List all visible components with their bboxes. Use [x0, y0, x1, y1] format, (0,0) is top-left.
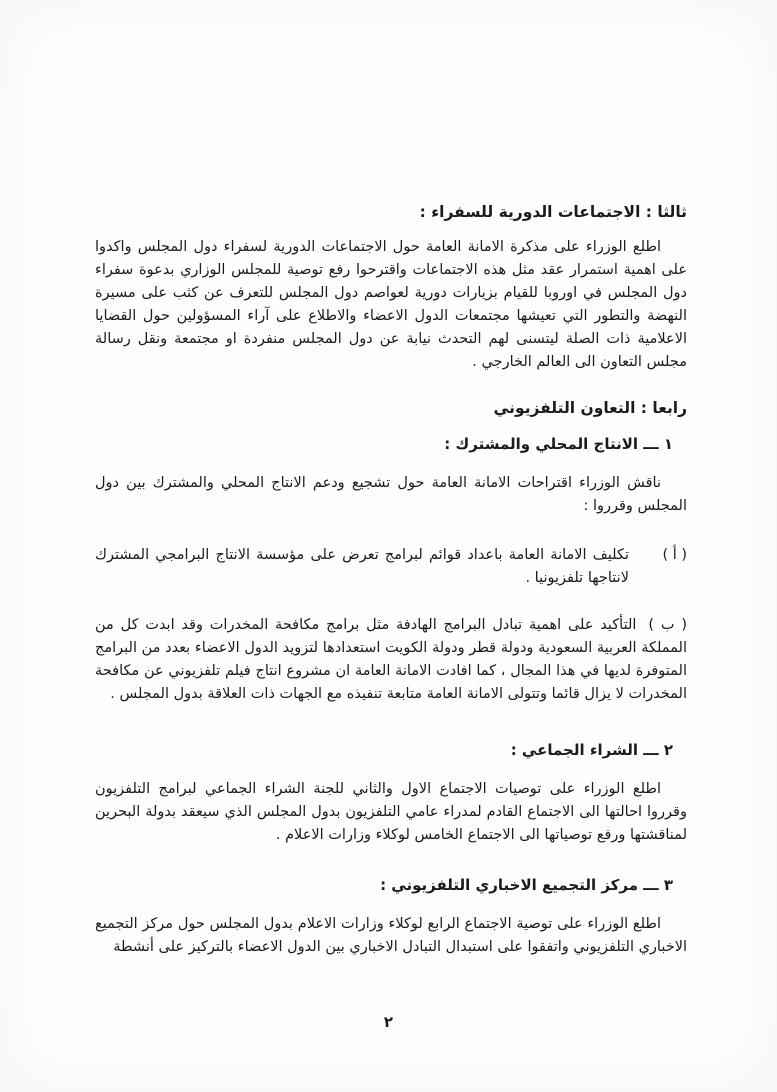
list-item-b-text: التأكيد على اهمية تبادل البرامج الهادفة مثل برامج مكافحة المخدرات وقد ابدت كل من المملكة العربية السعودية ودولة قطر ودولة الكويت استعدادها لتزويد الدول الاعضاء بعدد من البرامج المتوفرة لديها في هذا المجال ، كما افادت الامانة العامة ان مشروع انتاج فيلم تلفزيوني عن مكافحة المخدرات لا يزال قائما وتتولى الامانة العامة متابعة تنفيذه مع الجهات ذات العلاقة بدول المجلس . [95, 617, 687, 702]
page-footer [0, 1012, 777, 1031]
spacer [95, 536, 687, 544]
section-third-paragraph: اطلع الوزراء على مذكرة الامانة العامة حول الاجتماعات الدورية لسفراء دول المجلس واكدوا على اهمية استمرار عقد مثل هذه الاجتماعات واقترحوا رفع توصية للمجلس الوزاري بدعوة سفراء دول المجلس في اوروبا للقيام بزيارات دورية لعواصم دول المجلس للتعرف عن كثب على مسيرة النهضة والتطور التي تعيشها مجتمعات الدول الاعضاء والاطلاع على آراء المسؤولين حول القضايا الاعلامية ذات الصلة ليتسنى لهم التحدث نيابة عن دول المجلس منفردة او مجتمعة ونقل رسالة مجلس التعاون الى العالم الخارجي . [95, 239, 687, 370]
spacer [95, 865, 687, 873]
list-item-b-marker: ( ب ) [648, 617, 687, 633]
list-item-b [95, 614, 687, 706]
list-item-a [95, 544, 687, 590]
subsection-2-heading: ٢ ـــ الشراء الجماعي : [510, 741, 673, 759]
section-fourth-heading: رابعا : التعاون التلفزيوني [493, 399, 687, 417]
subsection-3-paragraph: اطلع الوزراء على توصية الاجتماع الرابع لوكلاء وزارات الاعلام بدول المجلس حول مركز التجميع الاخباري التلفزيوني واتفقوا على استبدال التبادل الاخباري بين الدول الاعضاء بالتركيز على أنشطة [95, 916, 687, 955]
list-item-b-paragraph [95, 614, 687, 706]
document-content [95, 200, 687, 977]
subsection-1-intro-paragraph: ناقش الوزراء اقتراحات الامانة العامة حول تشجيع ودعم الانتاج المحلي والمشترك بين دول المجلس وقرروا : [95, 475, 687, 514]
subsection-1-heading: ١ ـــ الانتاج المحلي والمشترك : [444, 435, 673, 453]
subsection-2-paragraph: اطلع الوزراء على توصيات الاجتماع الاول والثاني للجنة الشراء الجماعي لبرامج التلفزيون وقرروا احالتها الى الاجتماع القادم لمدراء عامي التلفزيون بدول المجلس الذي سيعقد بدولة البحرين لمناقشتها ورفع توصياتها الى الاجتماع الخامس لوكلاء وزارات الاعلام . [95, 781, 687, 843]
section-third-heading: ثالثا : الاجتماعات الدورية للسفراء : [419, 203, 687, 221]
spacer [95, 730, 687, 738]
list-item-a-marker: ( أ ) [662, 547, 687, 563]
page-number: ٢ [383, 1013, 394, 1031]
list-item-a-text: تكليف الامانة العامة باعداد قوائم لبرامج تعرض على مؤسسة الانتاج البرامجي المشترك لانتاجها تلفزيونيا . [95, 547, 629, 586]
subsection-3-heading: ٣ ـــ مركز التجميع الاخباري التلفزيوني : [380, 876, 673, 894]
